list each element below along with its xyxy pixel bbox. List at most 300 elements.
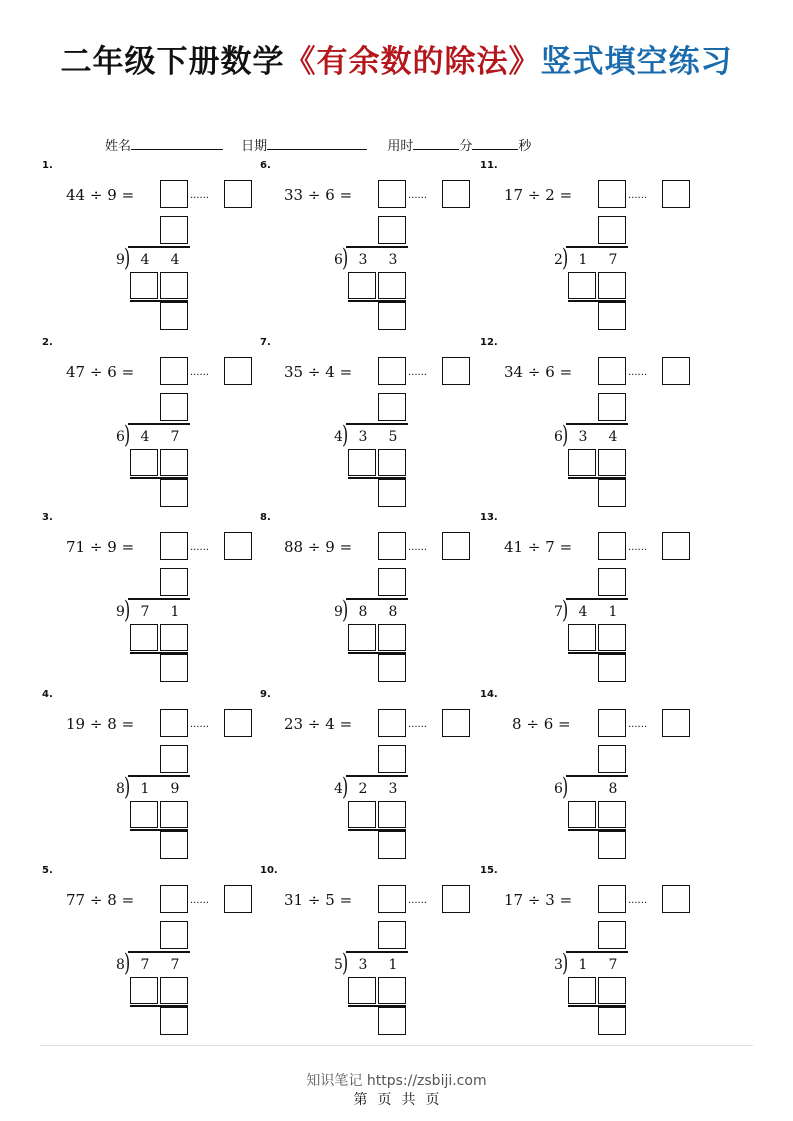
remainder-vertical-box[interactable]: [378, 654, 406, 682]
division-bracket: ): [342, 595, 349, 624]
division-bar: [566, 598, 628, 600]
quotient-answer-box[interactable]: [160, 885, 188, 913]
division-problem: [260, 865, 490, 1045]
dividend-digit-ones: 7: [170, 429, 180, 445]
divisor: 2: [545, 186, 555, 204]
equation: [504, 186, 572, 204]
division-problem: [480, 865, 710, 1045]
vertical-divisor: 8: [116, 957, 125, 973]
equals-sign: =: [121, 715, 135, 733]
title-part-grade: 二年级下册数学: [60, 44, 285, 80]
page-counter: [0, 1089, 793, 1109]
remainder-answer-box[interactable]: [442, 180, 470, 208]
product-tens-box[interactable]: [348, 272, 376, 299]
dividend-digit-ones: 3: [388, 252, 398, 268]
footer-site: 知识笔记 https://zsbiji.com: [306, 1073, 487, 1089]
divisor: 8: [107, 891, 117, 909]
quotient-answer-box[interactable]: [378, 709, 406, 737]
remainder-dots: ······: [408, 898, 428, 909]
product-ones-box[interactable]: [598, 801, 626, 828]
dividend-digit-tens: 3: [358, 957, 368, 973]
vertical-quotient-box[interactable]: [598, 921, 626, 949]
division-bracket: ): [342, 243, 349, 272]
vertical-divisor: 4: [334, 429, 343, 445]
remainder-vertical-box[interactable]: [598, 1007, 626, 1035]
remainder-dots: ······: [628, 370, 648, 381]
quotient-answer-box[interactable]: [598, 709, 626, 737]
vertical-divisor: 6: [554, 781, 563, 797]
vertical-divisor: 4: [334, 781, 343, 797]
vertical-quotient-box[interactable]: [160, 745, 188, 773]
remainder-answer-box[interactable]: [662, 180, 690, 208]
product-tens-box[interactable]: [568, 449, 596, 476]
remainder-dots: ······: [408, 193, 428, 204]
vertical-quotient-box[interactable]: [598, 393, 626, 421]
remainder-answer-box[interactable]: [442, 532, 470, 560]
equation: [284, 186, 352, 204]
equals-sign: =: [121, 186, 135, 204]
remainder-answer-box[interactable]: [442, 885, 470, 913]
dividend-digit-tens: 4: [140, 252, 150, 268]
product-ones-box[interactable]: [378, 449, 406, 476]
divide-sign: ÷: [307, 363, 321, 381]
divide-sign: ÷: [527, 891, 541, 909]
dividend: 33: [284, 186, 304, 204]
remainder-dots: ······: [408, 545, 428, 556]
dividend: 17: [504, 186, 524, 204]
second-label: 秒: [518, 139, 532, 154]
quotient-answer-box[interactable]: [160, 709, 188, 737]
remainder-answer-box[interactable]: [224, 532, 252, 560]
equals-sign: =: [339, 715, 353, 733]
remainder-vertical-box[interactable]: [598, 479, 626, 507]
problem-number: 1.: [42, 160, 53, 171]
problem-number: 12.: [480, 337, 498, 348]
equals-sign: =: [121, 363, 135, 381]
division-bracket: ): [124, 948, 131, 977]
dividend-digit-ones: 4: [608, 429, 618, 445]
equals-sign: =: [121, 891, 135, 909]
equals-sign: =: [559, 538, 573, 556]
product-ones-box[interactable]: [378, 977, 406, 1004]
vertical-quotient-box[interactable]: [378, 921, 406, 949]
divisor: 6: [107, 363, 117, 381]
dividend: 8: [512, 715, 522, 733]
divide-sign: ÷: [307, 891, 321, 909]
minute-label: 分: [459, 139, 473, 154]
product-ones-box[interactable]: [378, 624, 406, 651]
dividend-digit-ones: 4: [170, 252, 180, 268]
page-label-2: 页: [377, 1092, 392, 1108]
product-tens-box[interactable]: [130, 801, 158, 828]
remainder-dots: ······: [190, 545, 210, 556]
divisor: 6: [543, 715, 554, 733]
division-problem: [42, 160, 272, 340]
problem-number: 13.: [480, 512, 498, 523]
remainder-dots: ······: [190, 193, 210, 204]
divisor: 4: [325, 363, 335, 381]
quotient-answer-box[interactable]: [598, 532, 626, 560]
quotient-answer-box[interactable]: [598, 357, 626, 385]
divide-sign: ÷: [527, 538, 541, 556]
problem-number: 2.: [42, 337, 53, 348]
division-bracket: ): [124, 243, 131, 272]
remainder-answer-box[interactable]: [224, 885, 252, 913]
dividend-digit-tens: 4: [140, 429, 150, 445]
remainder-dots: ······: [190, 722, 210, 733]
remainder-dots: ······: [628, 545, 648, 556]
divisor: 9: [325, 538, 335, 556]
division-bar: [346, 775, 408, 777]
equals-sign: =: [339, 363, 353, 381]
remainder-vertical-box[interactable]: [598, 302, 626, 330]
remainder-vertical-box[interactable]: [378, 479, 406, 507]
vertical-quotient-box[interactable]: [160, 393, 188, 421]
product-tens-box[interactable]: [568, 977, 596, 1004]
dividend-digit-tens: 3: [358, 429, 368, 445]
remainder-dots: ······: [628, 722, 648, 733]
equation: [66, 715, 134, 733]
product-ones-box[interactable]: [160, 272, 188, 299]
divide-sign: ÷: [527, 186, 541, 204]
vertical-quotient-box[interactable]: [598, 568, 626, 596]
dividend: 31: [284, 891, 304, 909]
dividend-digit-ones: 7: [608, 957, 618, 973]
divide-sign: ÷: [307, 186, 321, 204]
equation: [66, 891, 134, 909]
vertical-quotient-box[interactable]: [378, 393, 406, 421]
divisor: 9: [107, 538, 117, 556]
remainder-answer-box[interactable]: [224, 357, 252, 385]
product-tens-box[interactable]: [130, 272, 158, 299]
remainder-vertical-box[interactable]: [160, 479, 188, 507]
dividend: 47: [66, 363, 86, 381]
vertical-divisor: 5: [334, 957, 343, 973]
quotient-answer-box[interactable]: [378, 532, 406, 560]
divide-sign: ÷: [89, 363, 103, 381]
dividend-digit-ones: 8: [388, 604, 398, 620]
equals-sign: =: [339, 186, 353, 204]
division-bar: [346, 423, 408, 425]
quotient-answer-box[interactable]: [598, 180, 626, 208]
vertical-quotient-box[interactable]: [378, 745, 406, 773]
division-problem: [480, 512, 710, 692]
equals-sign: =: [559, 363, 573, 381]
product-tens-box[interactable]: [568, 624, 596, 651]
product-ones-box[interactable]: [160, 624, 188, 651]
dividend-digit-ones: 9: [170, 781, 180, 797]
vertical-divisor: 9: [334, 604, 343, 620]
product-tens-box[interactable]: [348, 977, 376, 1004]
division-bar: [566, 775, 628, 777]
division-problem: [260, 160, 490, 340]
remainder-vertical-box[interactable]: [598, 831, 626, 859]
division-bar: [128, 598, 190, 600]
remainder-vertical-box[interactable]: [160, 1007, 188, 1035]
title-part-type: 竖式填空练习: [540, 44, 733, 80]
product-tens-box[interactable]: [130, 624, 158, 651]
minute-blank[interactable]: [413, 137, 459, 150]
dividend-digit-ones: 8: [608, 781, 618, 797]
problem-number: 10.: [260, 865, 278, 876]
remainder-vertical-box[interactable]: [378, 302, 406, 330]
vertical-divisor: 2: [554, 252, 563, 268]
remainder-answer-box[interactable]: [662, 885, 690, 913]
dividend: 41: [504, 538, 524, 556]
vertical-divisor: 8: [116, 781, 125, 797]
problem-number: 15.: [480, 865, 498, 876]
division-bar: [566, 423, 628, 425]
divisor: 5: [325, 891, 335, 909]
division-bracket: ): [124, 420, 131, 449]
division-bracket: ): [562, 243, 569, 272]
vertical-divisor: 3: [554, 957, 563, 973]
dividend-digit-tens: 1: [140, 781, 150, 797]
date-label: 日期: [241, 139, 268, 154]
equals-sign: =: [121, 538, 135, 556]
division-bar: [128, 246, 190, 248]
equation: [284, 715, 352, 733]
equation: [284, 538, 352, 556]
division-bracket: ): [124, 595, 131, 624]
problem-number: 7.: [260, 337, 271, 348]
dividend-digit-tens: 2: [358, 781, 368, 797]
division-problem: [260, 512, 490, 692]
equation: [504, 363, 572, 381]
second-blank[interactable]: [472, 137, 518, 150]
division-bracket: ): [562, 948, 569, 977]
product-ones-box[interactable]: [378, 801, 406, 828]
dividend-digit-tens: 3: [578, 429, 588, 445]
quotient-answer-box[interactable]: [378, 357, 406, 385]
dividend-digit-ones: 1: [170, 604, 180, 620]
product-ones-box[interactable]: [598, 272, 626, 299]
dividend-digit-ones: 3: [388, 781, 398, 797]
dividend-digit-ones: 7: [608, 252, 618, 268]
divisor: 9: [107, 186, 117, 204]
product-tens-box[interactable]: [130, 449, 158, 476]
divide-sign: ÷: [89, 891, 103, 909]
page-title: [0, 36, 793, 81]
division-bar: [566, 246, 628, 248]
vertical-divisor: 6: [116, 429, 125, 445]
problem-number: 3.: [42, 512, 53, 523]
division-bar: [128, 951, 190, 953]
equals-sign: =: [339, 891, 353, 909]
vertical-quotient-box[interactable]: [160, 216, 188, 244]
divide-sign: ÷: [89, 715, 103, 733]
equation: [512, 715, 571, 733]
quotient-answer-box[interactable]: [160, 180, 188, 208]
problem-number: 11.: [480, 160, 498, 171]
remainder-answer-box[interactable]: [662, 532, 690, 560]
divisor: 7: [545, 538, 555, 556]
dividend-digit-ones: 5: [388, 429, 398, 445]
equation: [284, 363, 352, 381]
division-bar: [346, 246, 408, 248]
remainder-answer-box[interactable]: [224, 180, 252, 208]
product-ones-box[interactable]: [598, 977, 626, 1004]
product-tens-box[interactable]: [348, 624, 376, 651]
vertical-quotient-box[interactable]: [378, 568, 406, 596]
vertical-quotient-box[interactable]: [378, 216, 406, 244]
dividend-digit-tens: 1: [578, 252, 588, 268]
dividend: 19: [66, 715, 86, 733]
equation: [66, 538, 134, 556]
product-tens-box[interactable]: [348, 449, 376, 476]
quotient-answer-box[interactable]: [378, 180, 406, 208]
remainder-dots: ······: [628, 898, 648, 909]
remainder-answer-box[interactable]: [662, 357, 690, 385]
dividend-digit-ones: 1: [608, 604, 618, 620]
remainder-answer-box[interactable]: [442, 357, 470, 385]
quotient-answer-box[interactable]: [160, 357, 188, 385]
vertical-divisor: 6: [334, 252, 343, 268]
division-problem: [260, 689, 490, 869]
equals-sign: =: [559, 891, 573, 909]
product-tens-box[interactable]: [568, 272, 596, 299]
dividend: 35: [284, 363, 304, 381]
dividend-digit-tens: 1: [578, 957, 588, 973]
dividend: 71: [66, 538, 86, 556]
remainder-vertical-box[interactable]: [160, 302, 188, 330]
division-problem: [42, 689, 272, 869]
equals-sign: =: [339, 538, 353, 556]
division-bracket: ): [342, 948, 349, 977]
dividend-digit-tens: 7: [140, 957, 150, 973]
division-bracket: ): [124, 772, 131, 801]
division-problem: [42, 865, 272, 1045]
time-label: 用时: [387, 139, 414, 154]
dividend-digit-tens: 3: [358, 252, 368, 268]
divisor: 4: [325, 715, 335, 733]
quotient-answer-box[interactable]: [378, 885, 406, 913]
division-bracket: ): [342, 420, 349, 449]
division-bar: [346, 951, 408, 953]
vertical-quotient-box[interactable]: [160, 568, 188, 596]
quotient-answer-box[interactable]: [160, 532, 188, 560]
divisor: 8: [107, 715, 117, 733]
division-bar: [566, 951, 628, 953]
page-label-1: 第: [353, 1092, 368, 1108]
divisor: 6: [325, 186, 335, 204]
division-problem: [480, 160, 710, 340]
division-bracket: ): [562, 595, 569, 624]
dividend: 44: [66, 186, 86, 204]
remainder-vertical-box[interactable]: [160, 831, 188, 859]
division-bracket: ): [342, 772, 349, 801]
remainder-vertical-box[interactable]: [378, 1007, 406, 1035]
product-ones-box[interactable]: [160, 449, 188, 476]
vertical-quotient-box[interactable]: [598, 216, 626, 244]
remainder-vertical-box[interactable]: [160, 654, 188, 682]
division-problem: [260, 337, 490, 517]
remainder-vertical-box[interactable]: [378, 831, 406, 859]
page-label-4: 页: [425, 1092, 440, 1108]
name-label: 姓名: [105, 139, 132, 154]
divisor: 3: [545, 891, 555, 909]
product-tens-box[interactable]: [568, 801, 596, 828]
division-problem: [480, 689, 710, 869]
product-ones-box[interactable]: [160, 977, 188, 1004]
dividend-digit-tens: 7: [140, 604, 150, 620]
quotient-answer-box[interactable]: [598, 885, 626, 913]
remainder-answer-box[interactable]: [442, 709, 470, 737]
vertical-quotient-box[interactable]: [598, 745, 626, 773]
division-bracket: ): [562, 772, 569, 801]
division-bar: [128, 423, 190, 425]
product-tens-box[interactable]: [348, 801, 376, 828]
dividend: 23: [284, 715, 304, 733]
remainder-answer-box[interactable]: [662, 709, 690, 737]
product-ones-box[interactable]: [160, 801, 188, 828]
divide-sign: ÷: [307, 715, 321, 733]
divide-sign: ÷: [307, 538, 321, 556]
dividend-digit-ones: 1: [388, 957, 398, 973]
divide-sign: ÷: [526, 715, 539, 733]
dividend: 17: [504, 891, 524, 909]
problem-number: 6.: [260, 160, 271, 171]
division-problem: [42, 512, 272, 692]
equation: [504, 538, 572, 556]
dividend-digit-ones: 7: [170, 957, 180, 973]
product-ones-box[interactable]: [598, 624, 626, 651]
page-label-3: 共: [401, 1092, 416, 1108]
vertical-divisor: 9: [116, 604, 125, 620]
problem-number: 14.: [480, 689, 498, 700]
dividend: 77: [66, 891, 86, 909]
dividend-digit-tens: 4: [578, 604, 588, 620]
division-bar: [128, 775, 190, 777]
problem-number: 8.: [260, 512, 271, 523]
remainder-answer-box[interactable]: [224, 709, 252, 737]
division-bar: [346, 598, 408, 600]
dividend-digit-tens: 8: [358, 604, 368, 620]
divide-sign: ÷: [89, 538, 103, 556]
problem-number: 5.: [42, 865, 53, 876]
remainder-dots: ······: [408, 722, 428, 733]
vertical-divisor: 7: [554, 604, 563, 620]
remainder-vertical-box[interactable]: [598, 654, 626, 682]
vertical-divisor: 9: [116, 252, 125, 268]
remainder-dots: ······: [190, 898, 210, 909]
equation: [504, 891, 572, 909]
remainder-dots: ······: [628, 193, 648, 204]
remainder-dots: ······: [408, 370, 428, 381]
equation: [66, 363, 134, 381]
division-problem: [42, 337, 272, 517]
dividend: 88: [284, 538, 304, 556]
date-blank[interactable]: [267, 137, 367, 150]
remainder-dots: ······: [190, 370, 210, 381]
problem-number: 4.: [42, 689, 53, 700]
division-problem: [480, 337, 710, 517]
equation: [284, 891, 352, 909]
equation: [66, 186, 134, 204]
divide-sign: ÷: [89, 186, 103, 204]
equals-sign: =: [559, 186, 573, 204]
divide-sign: ÷: [527, 363, 541, 381]
vertical-quotient-box[interactable]: [160, 921, 188, 949]
name-blank[interactable]: [131, 137, 223, 150]
product-ones-box[interactable]: [598, 449, 626, 476]
student-info-row: [105, 135, 531, 154]
product-tens-box[interactable]: [130, 977, 158, 1004]
problem-number: 9.: [260, 689, 271, 700]
divisor: 6: [545, 363, 555, 381]
equals-sign: =: [558, 715, 571, 733]
product-ones-box[interactable]: [378, 272, 406, 299]
